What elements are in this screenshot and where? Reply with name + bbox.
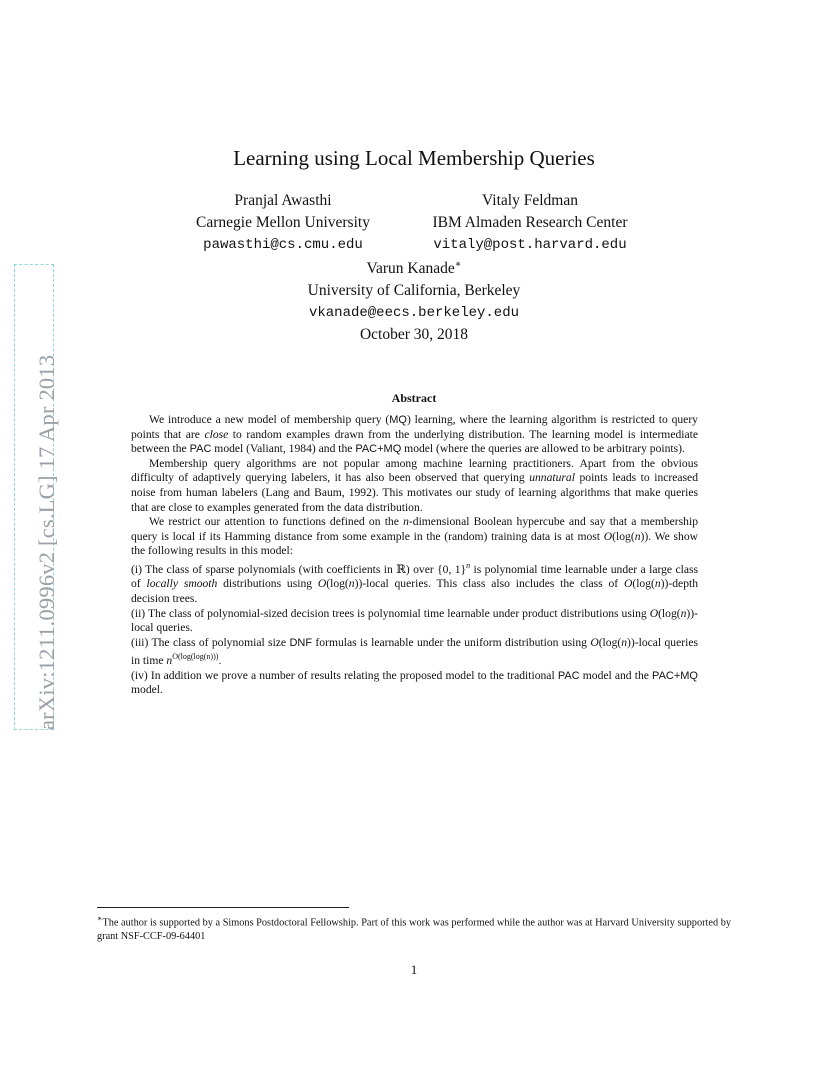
author-email: vkanade@eecs.berkeley.edu bbox=[308, 305, 520, 322]
result-item: (ii) The class of polynomial-sized decision trees is polynomial time learnable under product distributions using O(log(n))-local queries. bbox=[131, 606, 698, 635]
result-item: (iii) The class of polynomial size DNF formulas is learnable under the uniform distribution using O(log(n))-local queries in time $n^{O(log(log(n)))}$. bbox=[131, 635, 698, 668]
abstract-paragraph: We introduce a new model of membership query (MQ) learning, where the learning algorithm is restricted to query points that are close to random examples drawn from the underlying distribution. The learning model is intermediate between the PAC model (Valiant, 1984) and the PAC+MQ model (where the queries are allowed to be arbitrary points). bbox=[131, 413, 698, 456]
footnote bbox=[97, 912, 731, 943]
author-affiliation: IBM Almaden Research Center bbox=[432, 214, 628, 231]
paper-title: Learning using Local Membership Queries bbox=[233, 146, 595, 170]
author-block bbox=[178, 190, 388, 256]
page-number: 1 bbox=[410, 962, 418, 977]
footnote-text: The author is supported by a Simons Postdoctoral Fellowship. Part of this work was performed while the author was at Harvard University supported by grant NSF-CCF-09-64401 bbox=[97, 917, 731, 942]
footnote-mark: ∗ bbox=[97, 914, 103, 923]
result-item: (iv) In addition we prove a number of results relating the proposed model to the traditional PAC model and the PAC+MQ model. bbox=[131, 668, 698, 697]
paper-date: October 30, 2018 bbox=[359, 326, 469, 343]
author-block bbox=[264, 254, 564, 324]
author-affiliation: University of California, Berkeley bbox=[307, 282, 521, 300]
arxiv-stamp: arXiv:1211.0996v2 [cs.LG] 17 Apr 2013 bbox=[34, 354, 59, 730]
author-affiliation: Carnegie Mellon University bbox=[196, 214, 370, 231]
abstract-paragraph: Membership query algorithms are not popular among machine learning practitioners. Apart from the obvious difficulty of adaptively querying labelers, it has also been observed that querying unnatural points leads to increased noise from human labelers (Lang and Baum, 1992). This motivates our study of learning algorithms that make queries that are close to examples generated from the data distribution. bbox=[131, 456, 698, 514]
author-footnote-mark: ∗ bbox=[454, 259, 462, 270]
author-email: vitaly@post.harvard.edu bbox=[433, 237, 627, 253]
author-name: Varun Kanade bbox=[366, 260, 455, 278]
author-email: pawasthi@cs.cmu.edu bbox=[203, 237, 363, 253]
abstract-paragraph: We restrict our attention to functions defined on the n-dimensional Boolean hypercube and say that a membership query is local if its Hamming distance from some example in the (random) training data is at most O(log(n)). We show the following results in this model: bbox=[131, 515, 698, 558]
result-item: (i) The class of sparse polynomials (with coefficients in ℝ) over {0, 1}$^n$ is polynomial time learnable under a large class of locally smooth distributions using O(log(n))-local queries. This class also includes the class of O(log(n))-depth decision trees. bbox=[131, 560, 699, 605]
author-name: Vitaly Feldman bbox=[482, 192, 578, 209]
author-name-line bbox=[264, 254, 564, 280]
abstract-body bbox=[131, 413, 698, 698]
abstract-heading: Abstract bbox=[391, 391, 437, 405]
author-name: Pranjal Awasthi bbox=[234, 192, 332, 209]
author-block bbox=[410, 190, 650, 256]
footnote-rule bbox=[97, 907, 349, 908]
